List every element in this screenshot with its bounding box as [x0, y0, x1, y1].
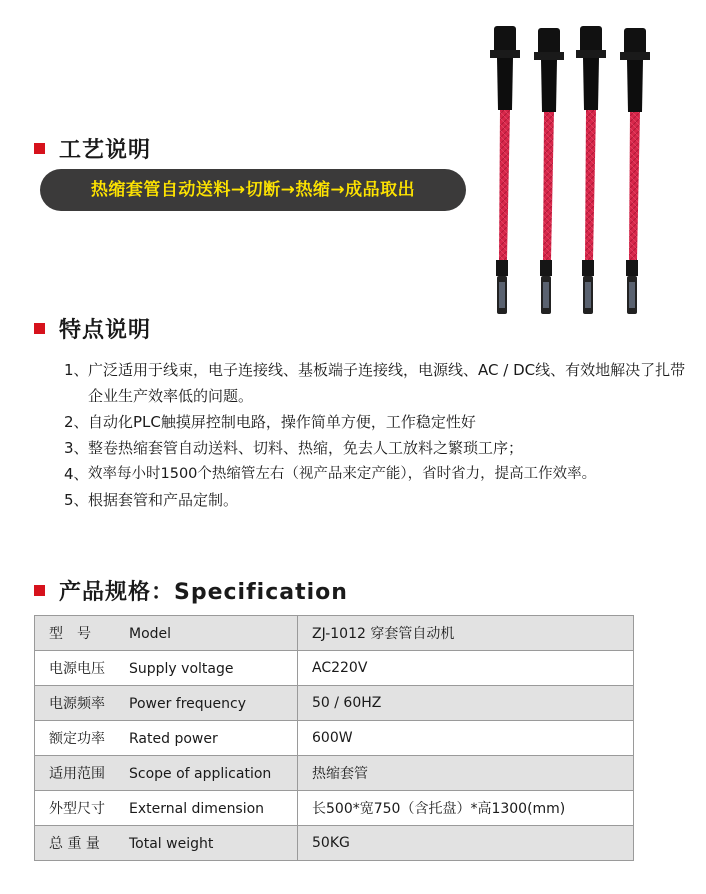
list-item	[64, 461, 704, 487]
list-item-text: 效率每小时1500个热缩管左右（视产品来定产能），省时省力，提高工作效率。	[88, 466, 597, 482]
table-row	[35, 826, 634, 861]
table-row	[35, 791, 634, 826]
features-heading	[34, 313, 151, 344]
list-item-text: 自动化PLC触摸屏控制电路，操作简单方便，工作稳定性好	[88, 413, 476, 431]
spec-label-cn: 外型尺寸	[49, 801, 105, 817]
cable-2	[534, 28, 564, 314]
list-item	[64, 487, 704, 513]
spec-label-cn: 型 号	[49, 626, 91, 642]
process-heading-text: 工艺说明	[59, 138, 152, 163]
spec-label-cell	[35, 791, 298, 826]
spec-label-en: External dimension	[129, 801, 265, 817]
spec-label-cell	[35, 686, 298, 721]
features-heading-text: 特点说明	[59, 318, 152, 343]
list-item	[64, 357, 704, 409]
spec-label-cell	[35, 826, 298, 861]
spec-heading-text: 产品规格：Specification	[59, 580, 348, 605]
spec-label-cell	[35, 721, 298, 756]
spec-label-cn: 适用范围	[49, 766, 105, 782]
spec-label-en: Power frequency	[129, 696, 246, 712]
spec-label-cell	[35, 616, 298, 651]
spec-label-en: Scope of application	[129, 766, 272, 782]
table-row	[35, 721, 634, 756]
red-square-bullet-icon	[34, 323, 45, 334]
table-row	[35, 686, 634, 721]
spec-label-en: Rated power	[129, 731, 218, 747]
spec-value: AC220V	[298, 651, 634, 686]
spec-label-en: Supply voltage	[129, 661, 234, 677]
table-row	[35, 651, 634, 686]
spec-label-cell	[35, 651, 298, 686]
list-item-text: 根据套管和产品定制。	[88, 491, 239, 509]
spec-value: 50 / 60HZ	[298, 686, 634, 721]
process-heading	[34, 133, 151, 164]
spec-table	[34, 615, 634, 861]
list-item-number: 4、	[64, 465, 89, 483]
spec-label-cn: 电源电压	[49, 661, 105, 677]
cable-1	[490, 26, 520, 314]
table-row	[35, 616, 634, 651]
spec-label-en: Total weight	[129, 836, 214, 852]
table-row	[35, 756, 634, 791]
spec-heading	[34, 575, 348, 606]
list-item-text: 广泛适用于线束，电子连接线、基板端子连接线，电源线、AC / DC线、有效地解决了扎带企业生产效率低的问题。	[88, 361, 686, 405]
cable-4	[620, 28, 650, 314]
cable-3	[576, 26, 606, 314]
list-item	[64, 435, 704, 461]
spec-value: 50KG	[298, 826, 634, 861]
spec-label-cn: 电源频率	[49, 696, 105, 712]
red-square-bullet-icon	[34, 143, 45, 154]
list-item-number: 2、	[64, 413, 89, 431]
red-square-bullet-icon	[34, 585, 45, 596]
spec-value: ZJ-1012 穿套管自动机	[298, 616, 634, 651]
list-item-number: 3、	[64, 439, 89, 457]
spec-label-en: Model	[129, 626, 172, 642]
list-item-number: 5、	[64, 491, 89, 509]
list-item-text: 整卷热缩套管自动送料、切料、热缩，免去人工放料之繁琐工序；	[88, 439, 524, 457]
spec-label-cell	[35, 756, 298, 791]
product-photo-cables	[480, 20, 680, 325]
spec-label-cn: 额定功率	[49, 731, 105, 747]
spec-value: 长500*宽750（含托盘）*高1300(mm)	[298, 791, 634, 826]
spec-value: 热缩套管	[298, 756, 634, 791]
spec-value: 600W	[298, 721, 634, 756]
process-flow-pill: 热缩套管自动送料→切断→热缩→成品取出	[40, 169, 466, 211]
list-item-number: 1、	[64, 361, 89, 379]
spec-label-cn: 总 重 量	[49, 836, 100, 852]
features-list	[64, 357, 704, 513]
list-item	[64, 409, 704, 435]
